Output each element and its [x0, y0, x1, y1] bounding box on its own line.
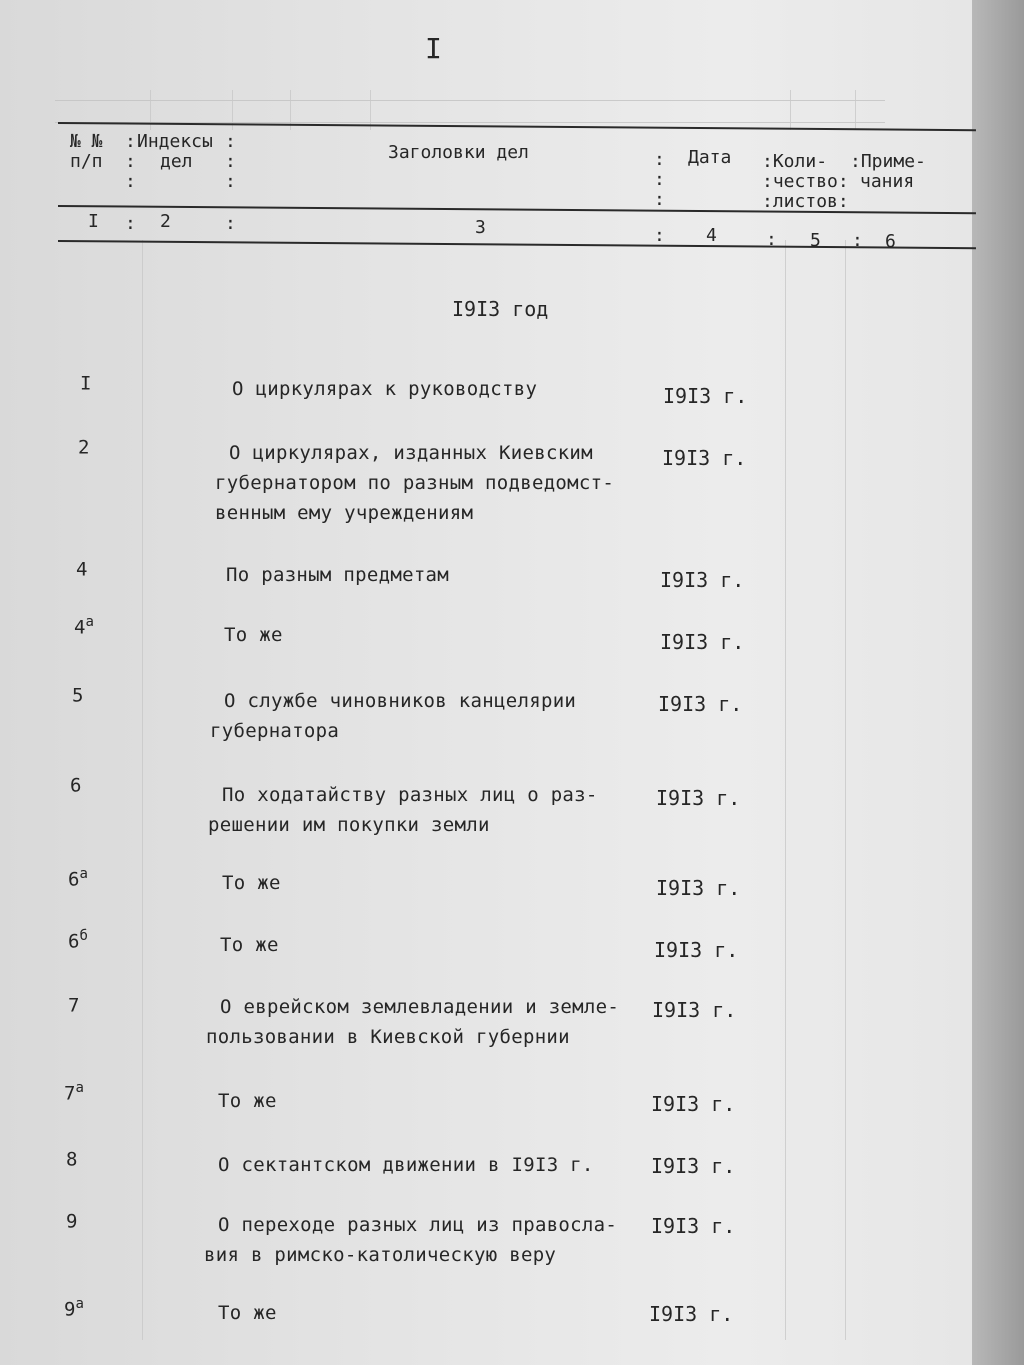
column-number: 2 [160, 211, 171, 232]
header-col1-line1: № № [70, 131, 103, 152]
entry-title: То же [224, 624, 283, 646]
header-separator: : [766, 229, 777, 250]
entry-title: О еврейском землевладении и земле- пользовании в Киевской губернии [206, 996, 620, 1048]
entry-number: $9^а$ [64, 1296, 84, 1321]
entry-date: I9I3 г. [660, 568, 745, 592]
entry-date: I9I3 г. [651, 1154, 736, 1178]
header-col6-line1: :Приме- [850, 151, 926, 172]
entry-date: I9I3 г. [652, 998, 737, 1022]
header-col3: Заголовки дел [388, 142, 529, 163]
header-separator: : [125, 213, 136, 234]
entry-title: О циркулярах к руководству [232, 378, 538, 400]
entry-number: $7^а$ [64, 1080, 84, 1105]
entry-number: I [80, 372, 92, 395]
column-number: 3 [475, 217, 486, 238]
entry-number: 9 [66, 1210, 78, 1233]
header-separator: : [225, 213, 236, 234]
header-col5-line2: :чество: [762, 171, 849, 192]
header-separator: : [654, 225, 665, 246]
year-heading: I9I3 год [452, 297, 549, 321]
entry-title: То же [220, 934, 279, 956]
entry-number: $4^а$ [74, 614, 94, 639]
page-number: I [425, 32, 442, 65]
header-col2-line1: Индексы [137, 131, 213, 152]
header-col2-line2: дел [160, 151, 193, 172]
entry-title: По разным предметам [226, 564, 450, 586]
entry-date: I9I3 г. [651, 1092, 736, 1116]
entry-number: 4 [76, 558, 88, 581]
entry-date: I9I3 г. [649, 1302, 734, 1326]
column-number: I [88, 211, 99, 232]
entry-number: 6 [70, 774, 82, 797]
entry-title: О циркулярах, изданных Киевским губернатором по разным подведомст- венным ему учреждениям [215, 442, 615, 524]
entry-title: О переходе разных лиц из правосла- вия в римско-католическую веру [204, 1214, 618, 1266]
header-separator: : [852, 230, 863, 251]
entry-date: I9I3 г. [663, 384, 748, 408]
entry-date: I9I3 г. [656, 876, 741, 900]
entry-title: То же [222, 872, 281, 894]
header-separator: : : : [654, 149, 665, 210]
entry-number: 2 [78, 436, 90, 459]
entry-number: 5 [72, 684, 84, 707]
entry-title: О службе чиновников канцелярии губернатора [210, 690, 577, 742]
entry-title: О сектантском движении в I9I3 г. [218, 1154, 594, 1176]
entry-date: I9I3 г. [658, 692, 743, 716]
entry-title: То же [218, 1302, 277, 1324]
entry-number: 8 [66, 1148, 78, 1171]
column-number: 6 [885, 231, 896, 252]
entry-title: То же [218, 1090, 277, 1112]
entry-date: I9I3 г. [651, 1214, 736, 1238]
header-col1-line2: п/п [70, 151, 103, 172]
header-col5-line3: :листов: [762, 191, 849, 212]
header-col6-line2: чания [860, 171, 915, 192]
entry-date: I9I3 г. [660, 630, 745, 654]
entry-date: I9I3 г. [654, 938, 739, 962]
header-col5-line1: :Коли- [762, 151, 828, 172]
column-number: 4 [706, 225, 717, 246]
entry-number: $6^б$ [68, 928, 88, 953]
entry-number: 7 [68, 994, 80, 1017]
header-separator: : : : [225, 131, 236, 192]
entry-number: $6^а$ [68, 866, 88, 891]
column-number: 5 [810, 230, 821, 251]
entry-date: I9I3 г. [656, 786, 741, 810]
entry-date: I9I3 г. [662, 446, 747, 470]
page-edge [972, 0, 1024, 1365]
entry-title: По ходатайству разных лиц о раз- решении им покупки земли [208, 784, 598, 836]
header-col4: Дата [688, 147, 732, 168]
header-separator: : : : [125, 131, 136, 192]
